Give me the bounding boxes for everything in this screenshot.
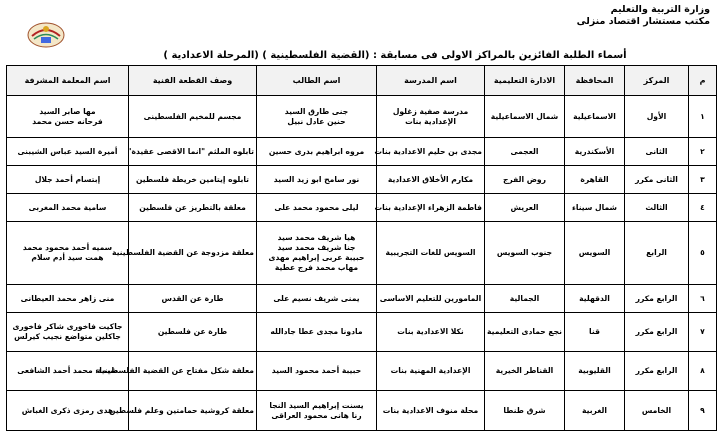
governorate-cell: القاهرة — [565, 166, 625, 194]
document-header — [577, 4, 710, 28]
teacher-cell-line: مها صابر السيد — [39, 106, 96, 116]
edu-admin-cell: روض الفرج — [485, 166, 565, 194]
col-rank-header: المركز — [625, 66, 689, 96]
teacher-cell-line: منى زاهر محمد العيطانى — [20, 293, 115, 303]
teacher-cell — [7, 285, 129, 313]
artwork-cell — [129, 285, 257, 313]
table-row — [7, 166, 717, 194]
student-cell — [257, 285, 377, 313]
teacher-cell-line: شيماء محمد أحمد الشافعى — [17, 366, 118, 375]
rank-cell: الثانى — [625, 138, 689, 166]
table-header-row — [7, 66, 717, 96]
col-artwork-header: وصف القطعة الفنية — [129, 66, 257, 96]
student-cell-line: حنين عادل نبيل — [287, 116, 346, 126]
artwork-cell-line: معلقة شكل مفتاح عن القضية الفلسطينية — [97, 366, 254, 375]
school-cell-line: مجدى بن حليم الاعدادية بنات — [374, 146, 482, 156]
artwork-cell-line: معلقة بالتطريز عن فلسطين — [139, 202, 246, 212]
student-cell-line: نور سامح ابو زيد السيد — [273, 174, 360, 184]
rank-cell: الرابع مكرر — [625, 285, 689, 313]
table-row — [7, 285, 717, 313]
student-cell — [257, 222, 377, 285]
artwork-cell-line: تابلوه إيتامين خريطة فلسطين — [135, 174, 250, 184]
rank-cell: الثالث — [625, 194, 689, 222]
col-student-header: اسم الطالب — [257, 66, 377, 96]
student-cell-line: مهاب محمد فرج عطية — [274, 263, 359, 272]
student-cell-line: جنا شريف محمد سيد — [277, 243, 356, 252]
school-cell-line: الإعدادية المهنية بنات — [390, 366, 471, 375]
governorate-cell: الاسماعيلية — [565, 96, 625, 138]
school-cell — [377, 285, 485, 313]
student-cell — [257, 352, 377, 391]
artwork-cell — [111, 222, 257, 285]
student-cell-line: يمنى شريف نسيم على — [273, 293, 360, 303]
artwork-cell — [129, 313, 257, 352]
artwork-cell — [129, 96, 257, 138]
artwork-cell — [129, 138, 257, 166]
col-governorate-header: المحافظة — [565, 66, 625, 96]
artwork-cell — [97, 352, 257, 391]
row-number: ٨ — [689, 352, 717, 391]
table-row — [7, 313, 717, 352]
school-cell-line: نكلا الاعدادية بنات — [397, 327, 464, 336]
school-cell — [377, 222, 485, 285]
teacher-cell-line: سميه أحمد محمود محمد — [22, 243, 113, 252]
row-number: ٤ — [689, 194, 717, 222]
governorate-cell: شمال سيناء — [565, 194, 625, 222]
table-row — [7, 391, 717, 431]
student-cell — [257, 166, 377, 194]
edu-admin-cell: العجمى — [485, 138, 565, 166]
edu-admin-cell: شرق طنطا — [485, 391, 565, 431]
school-cell-line: المامورين للتعليم الاساسى — [379, 293, 482, 303]
teacher-cell-line: جاكيت فاخورى شاكر فاخورى — [12, 322, 123, 331]
col-edu-admin-header: الادارة التعليمية — [485, 66, 565, 96]
student-cell-line: حبيبة أحمد محمود السيد — [271, 366, 362, 375]
col-school-header: اسم المدرسة — [377, 66, 485, 96]
governorate-cell: قنا — [565, 313, 625, 352]
teacher-cell — [7, 352, 129, 391]
edu-admin-cell: نجع حمادى التعليمية — [485, 313, 565, 352]
governorate-cell: الغربية — [565, 391, 625, 431]
artwork-cell — [129, 194, 257, 222]
student-cell-line: مادونا مجدى عطا جادالله — [270, 327, 363, 336]
student-cell-line: يسنت إبراهيم السيد النجا — [269, 400, 364, 410]
governorate-cell: الأسكندرية — [565, 138, 625, 166]
artwork-cell-line: معلقة مزدوجة عن القضية الفلسطينية — [111, 248, 254, 257]
ministry-name: وزارة التربية والتعليم — [610, 4, 710, 15]
rank-cell: الرابع مكرر — [625, 352, 689, 391]
student-cell-line: جنى طارق السيد — [284, 106, 349, 116]
student-cell-line: مروه ابراهيم بدرى حسين — [268, 146, 365, 156]
row-number: ٢ — [689, 138, 717, 166]
governorate-cell: السويس — [565, 222, 625, 285]
student-cell-line: حبيبة عربى إبراهيم مهدى — [268, 253, 365, 262]
artwork-cell-line: تابلوه الملثم "انما الاقصى عقيدة" — [127, 146, 254, 156]
edu-admin-cell: القناطر الخيرية — [485, 352, 565, 391]
school-cell — [377, 313, 485, 352]
school-cell — [377, 352, 485, 391]
teacher-cell — [7, 222, 129, 285]
winners-table — [6, 65, 717, 431]
rank-cell: الرابع — [625, 222, 689, 285]
row-number: ٩ — [689, 391, 717, 431]
student-cell — [257, 138, 377, 166]
col-number-header: م — [689, 66, 717, 96]
student-cell — [257, 313, 377, 352]
table-row — [7, 138, 717, 166]
teacher-cell — [7, 166, 129, 194]
edu-admin-cell: الجمالية — [485, 285, 565, 313]
table-row — [7, 96, 717, 138]
student-cell-line: رنا هانى محمود العراقى — [271, 410, 362, 420]
artwork-cell-line: معلقة كروشية حمامتين وعلم فلسطين — [108, 405, 254, 415]
artwork-cell-line: طارة عن فلسطين — [157, 327, 228, 336]
teacher-cell — [7, 138, 129, 166]
student-cell — [257, 391, 377, 431]
governorate-cell: الدقهلية — [565, 285, 625, 313]
governorate-cell: القليوبية — [565, 352, 625, 391]
school-cell-line: محلة منوف الاعدادية بنات — [382, 405, 479, 415]
student-cell-line: ليلى محمود محمد على — [274, 202, 359, 212]
row-number: ٦ — [689, 285, 717, 313]
school-cell-line: مكارم الأخلاق الاعدادية — [387, 174, 474, 184]
col-teacher-header: اسم المعلمة المشرفة — [7, 66, 129, 96]
rank-cell: الرابع مكرر — [625, 313, 689, 352]
student-cell — [257, 96, 377, 138]
school-cell — [377, 96, 485, 138]
edu-admin-cell: جنوب السويس — [485, 222, 565, 285]
office-name: مكتب مستشار اقتصاد منزلى — [576, 16, 710, 27]
school-cell-line: فاطمة الزهراء الإعدادية بنات — [374, 202, 482, 212]
teacher-cell — [7, 194, 129, 222]
row-number: ٥ — [689, 222, 717, 285]
school-cell — [377, 391, 485, 431]
teacher-cell-line: فرحانه حسن محمد — [32, 116, 103, 126]
document-title: أسماء الطلبة الفائزين بالمراكز الاولى فى مسابقة : (القضية الفلسطينية ) (المرحلة الاعدادية ) — [163, 50, 627, 61]
teacher-cell-line: هدى رمزى ذكرى الغباش — [21, 405, 114, 415]
edu-admin-cell: العريش — [485, 194, 565, 222]
artwork-cell-line: طارة عن القدس — [161, 293, 224, 303]
row-number: ٣ — [689, 166, 717, 194]
table-row — [7, 352, 717, 391]
school-cell — [374, 138, 485, 166]
rank-cell: الثانى مكرر — [625, 166, 689, 194]
student-cell-line: هيا شريف محمد سيد — [277, 233, 356, 242]
school-cell-line: الإعدادية بنات — [405, 116, 456, 126]
teacher-cell-line: جاكلين متواضع نجيب كيرلس — [14, 332, 121, 341]
teacher-cell — [7, 313, 129, 352]
teacher-cell — [7, 391, 129, 431]
teacher-cell-line: سامية محمد المغربى — [28, 202, 107, 212]
table-row — [7, 194, 717, 222]
student-cell — [257, 194, 377, 222]
artwork-cell — [108, 391, 257, 431]
artwork-cell-line: مجسم للمخيم الفلسطينى — [143, 111, 242, 121]
table-row — [7, 222, 717, 285]
teacher-cell — [7, 96, 129, 138]
teacher-cell-line: همت سيد أدم سلام — [31, 253, 104, 262]
artwork-cell — [129, 166, 257, 194]
school-cell — [377, 166, 485, 194]
row-number: ٧ — [689, 313, 717, 352]
teacher-cell-line: أميرة السيد عباس الشيبنى — [17, 146, 118, 156]
ministry-logo — [26, 18, 66, 50]
row-number: ١ — [689, 96, 717, 138]
school-cell-line: السويس للغات التجريبية — [385, 248, 476, 257]
teacher-cell-line: إبتسام أحمد جلال — [34, 174, 101, 184]
edu-admin-cell: شمال الاسماعيلية — [485, 96, 565, 138]
rank-cell: الخامس — [625, 391, 689, 431]
school-cell — [374, 194, 485, 222]
rank-cell: الأول — [625, 96, 689, 138]
school-cell-line: مدرسة صفية زغلول — [392, 106, 469, 116]
